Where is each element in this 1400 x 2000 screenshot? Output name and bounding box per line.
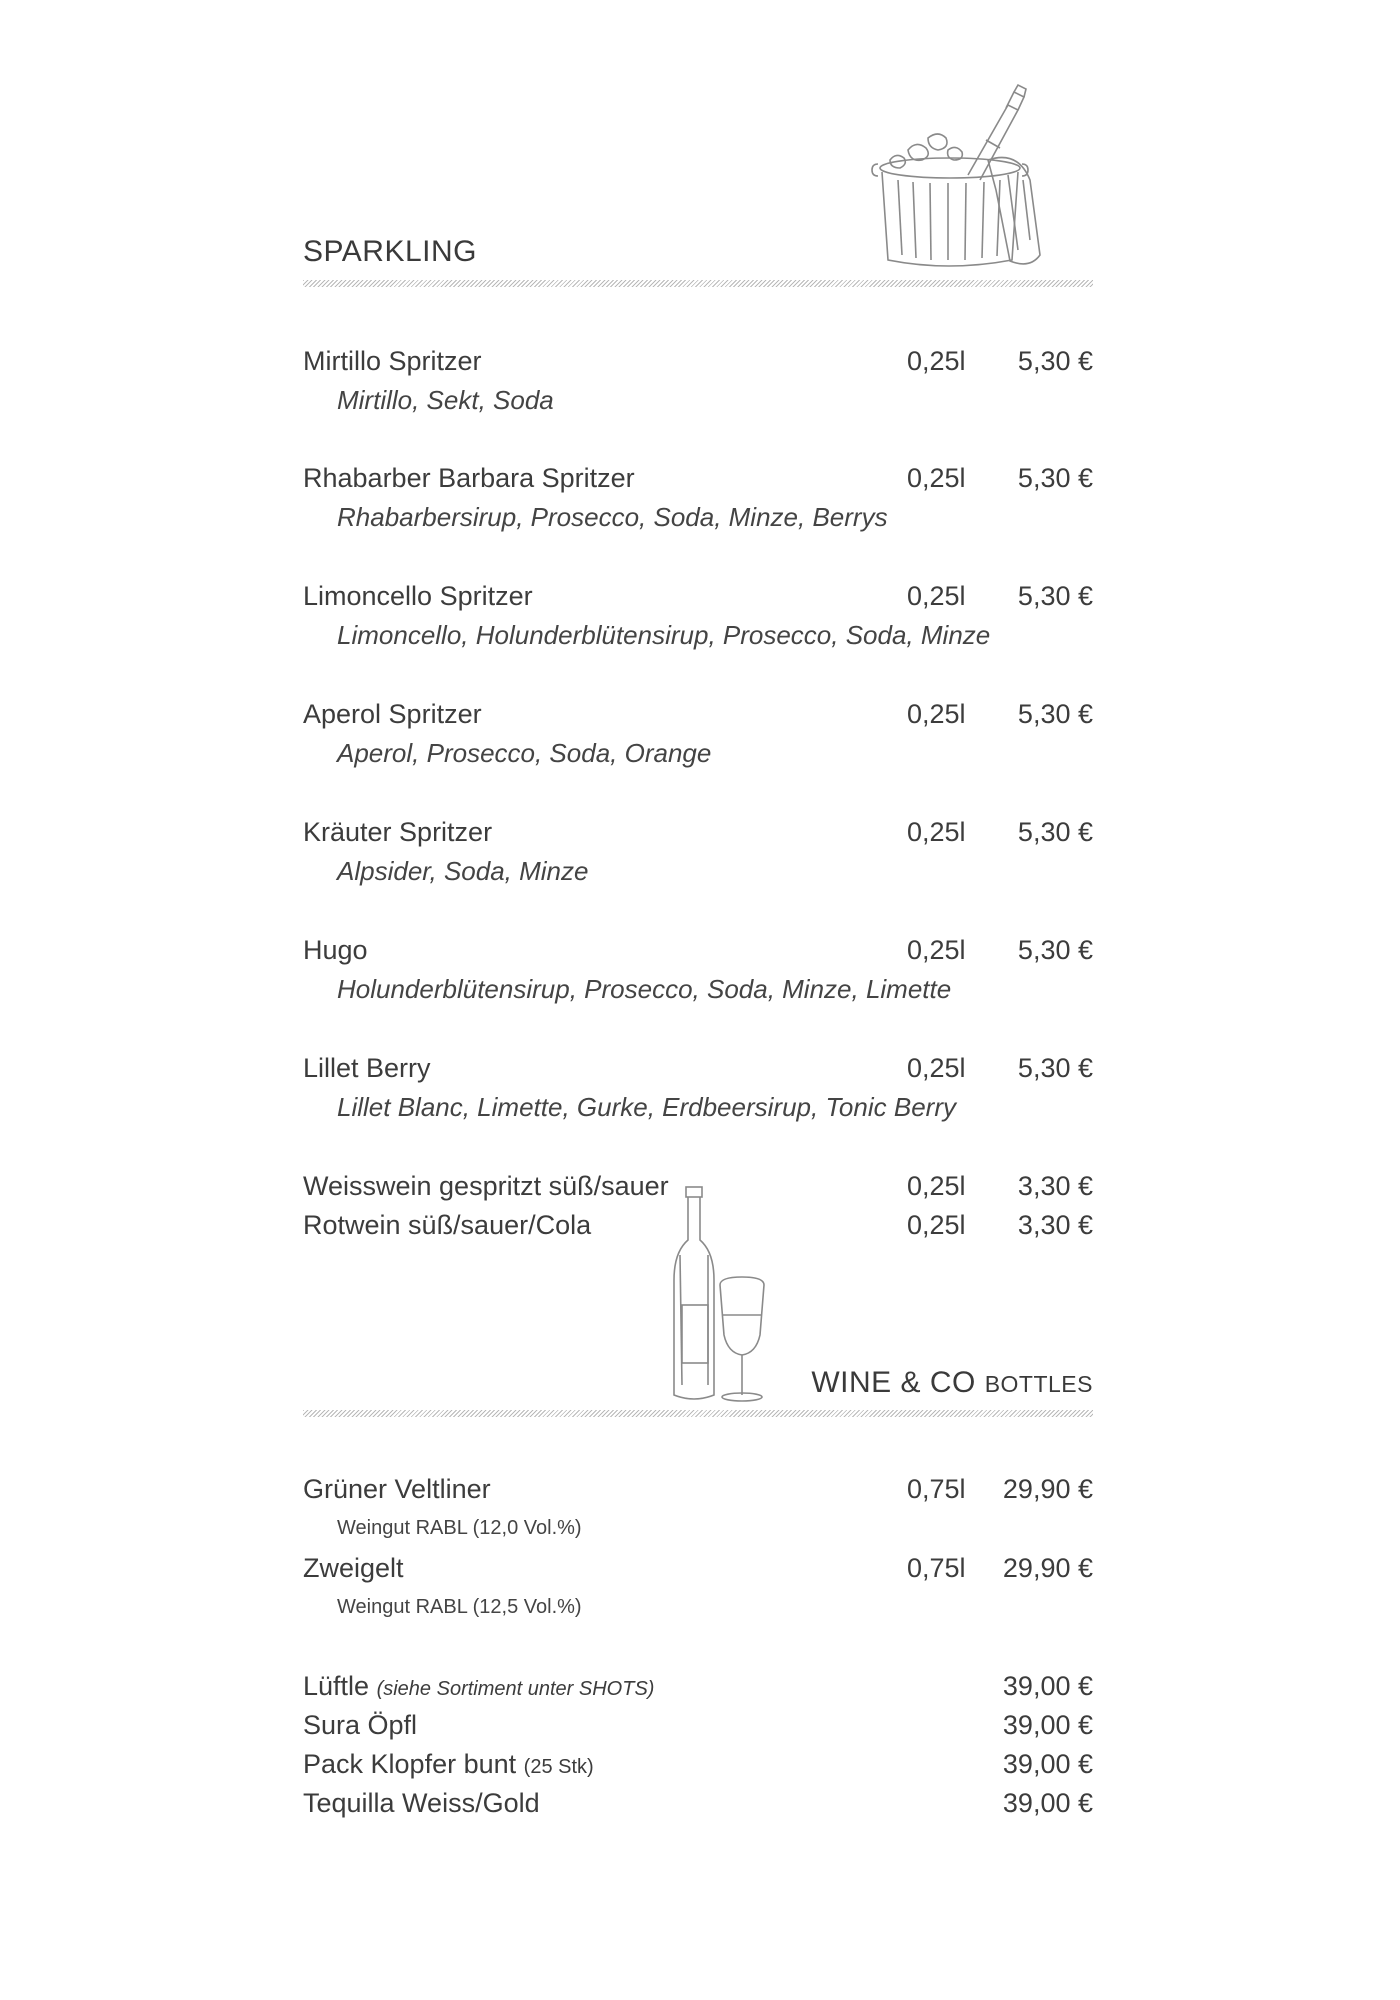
item-price: 3,30 € [1017, 1171, 1093, 1201]
item-description: Aperol, Prosecco, Soda, Orange [337, 738, 712, 768]
item-name: Limoncello Spritzer [303, 581, 533, 611]
item-name: Aperol Spritzer [303, 699, 482, 729]
menu-item [303, 1053, 1093, 1087]
item-description: Mirtillo, Sekt, Soda [337, 385, 554, 415]
item-name: Rhabarber Barbara Spritzer [303, 463, 635, 493]
item-name: Mirtillo Spritzer [303, 346, 482, 376]
item-name-text: Lüftle [303, 1671, 370, 1701]
item-description: Rhabarbersirup, Prosecco, Soda, Minze, Berrys [337, 502, 888, 532]
item-description: Alpsider, Soda, Minze [337, 856, 589, 886]
menu-item [303, 1710, 1093, 1744]
item-volume: 0,25l [907, 935, 966, 965]
menu-item [303, 581, 1093, 615]
menu-item [303, 1671, 1093, 1705]
item-price: 39,00 € [1002, 1749, 1093, 1779]
menu-item [303, 1553, 1093, 1587]
section-divider [303, 280, 1093, 287]
item-description: Weingut RABL (12,5 Vol.%) [337, 1596, 582, 1618]
item-price: 5,30 € [1017, 1053, 1093, 1083]
item-price: 29,90 € [1002, 1474, 1093, 1504]
menu-item [303, 1788, 1093, 1822]
menu-item [303, 699, 1093, 733]
item-volume: 0,25l [907, 699, 966, 729]
champagne-bucket-icon [868, 80, 1048, 275]
item-price: 39,00 € [1002, 1671, 1093, 1701]
item-name: Kräuter Spritzer [303, 817, 493, 847]
item-note: (siehe Sortiment unter SHOTS) [376, 1678, 655, 1700]
item-volume: 0,75l [907, 1474, 966, 1504]
item-name: Lillet Berry [303, 1053, 431, 1083]
section-heading-sparkling: SPARKLING [303, 235, 477, 268]
item-volume: 0,25l [907, 1053, 966, 1083]
item-note: (25 Stk) [523, 1756, 594, 1778]
section-heading-wine [811, 1366, 1093, 1400]
item-name [303, 1671, 654, 1702]
item-name: Zweigelt [303, 1553, 404, 1583]
item-price: 39,00 € [1002, 1710, 1093, 1740]
item-volume: 0,25l [907, 581, 966, 611]
menu-item [303, 1474, 1093, 1508]
section-divider [303, 1410, 1093, 1417]
menu-item [303, 817, 1093, 851]
item-name: Rotwein süß/sauer/Cola [303, 1210, 592, 1240]
heading-main: WINE & CO [811, 1366, 976, 1399]
item-name: Hugo [303, 935, 368, 965]
menu-item [303, 1210, 1093, 1244]
heading-small: BOTTLES [984, 1371, 1093, 1397]
item-volume: 0,25l [907, 1210, 966, 1240]
item-price: 3,30 € [1017, 1210, 1093, 1240]
menu-item [303, 935, 1093, 969]
item-volume: 0,25l [907, 817, 966, 847]
item-description: Lillet Blanc, Limette, Gurke, Erdbeersirup, Tonic Berry [337, 1092, 956, 1122]
item-volume: 0,25l [907, 463, 966, 493]
item-price: 5,30 € [1017, 817, 1093, 847]
item-volume: 0,25l [907, 1171, 966, 1201]
menu-item [303, 346, 1093, 380]
item-volume: 0,25l [907, 346, 966, 376]
item-price: 5,30 € [1017, 463, 1093, 493]
menu-item [303, 1171, 1093, 1205]
item-name [303, 1749, 594, 1780]
item-price: 5,30 € [1017, 346, 1093, 376]
item-description: Weingut RABL (12,0 Vol.%) [337, 1517, 582, 1539]
item-description: Holunderblütensirup, Prosecco, Soda, Minze, Limette [337, 974, 952, 1004]
item-name: Grüner Veltliner [303, 1474, 491, 1504]
menu-item [303, 1749, 1093, 1783]
item-name-text: Pack Klopfer bunt [303, 1749, 517, 1779]
item-description: Limoncello, Holunderblütensirup, Prosecco, Soda, Minze [337, 620, 991, 650]
item-price: 29,90 € [1002, 1553, 1093, 1583]
item-price: 5,30 € [1017, 699, 1093, 729]
item-name: Weisswein gespritzt süß/sauer [303, 1171, 669, 1201]
item-price: 5,30 € [1017, 581, 1093, 611]
item-volume: 0,75l [907, 1553, 966, 1583]
menu-item [303, 463, 1093, 497]
item-name: Sura Öpfl [303, 1710, 418, 1740]
item-name: Tequilla Weiss/Gold [303, 1788, 540, 1818]
item-price: 39,00 € [1002, 1788, 1093, 1818]
item-price: 5,30 € [1017, 935, 1093, 965]
